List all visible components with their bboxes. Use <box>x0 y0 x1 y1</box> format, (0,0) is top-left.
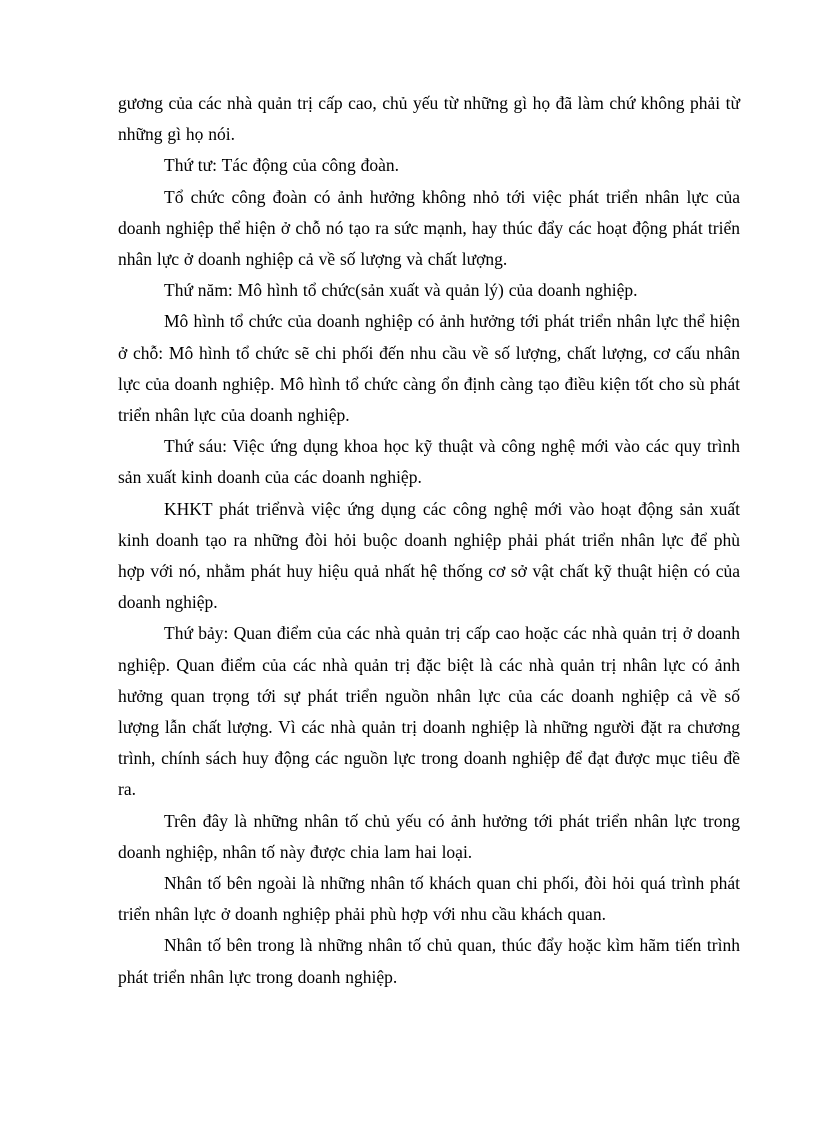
paragraph-union-impact: Tổ chức công đoàn có ảnh hưởng không nhỏ tới việc phát triển nhân lực của doanh nghiệp thể hiện ở chỗ nó tạo ra sức mạnh, hay thúc đẩy các hoạt động phát triển nhân lực ở doanh nghiệp cả về số lượng và chất lượng. <box>118 186 740 270</box>
paragraph-organization-model: Mô hình tổ chức của doanh nghiệp có ảnh hưởng tới phát triển nhân lực thể hiện ở chỗ: Mô hình tổ chức sẽ chi phối đến nhu cầu về số lượng, chất lượng, cơ cấu nhân lực của doanh nghiệp. Mô hình tổ chức càng ổn định càng tạo điều kiện tốt cho sù phát triển nhân lực của doanh nghiệp. <box>118 311 740 426</box>
paragraph-technology: KHKT phát triểnvà việc ứng dụng các công nghệ mới vào hoạt động sản xuất kinh doanh tạo ra những đòi hỏi buộc doanh nghiệp phải phát triển nhân lực để phù hợp với nó, nhằm phát huy hiệu quả nhất hệ thống cơ sở vật chất kỹ thuật hiện có của doanh nghiệp. <box>118 498 740 613</box>
paragraph-external-factors: Nhân tố bên ngoài là những nhân tố khách quan chi phối, đòi hỏi quá trình phát triển nhân lực ở doanh nghiệp phải phù hợp với nhu cầu khách quan. <box>118 873 740 925</box>
paragraph-heading-fourth: Thứ tư: Tác động của công đoàn. <box>164 155 399 176</box>
paragraph-continuation: gương của các nhà quản trị cấp cao, chủ yếu từ những gì họ đã làm chứ không phải từ những gì họ nói. <box>118 93 740 145</box>
paragraph-heading-fifth: Thứ năm: Mô hình tổ chức(sản xuất và quản lý) của doanh nghiệp. <box>164 280 638 301</box>
paragraph-summary: Trên đây là những nhân tố chủ yếu có ảnh hưởng tới phát triển nhân lực trong doanh nghiệp, nhân tố này được chia lam hai loại. <box>118 810 740 862</box>
paragraph-heading-seventh: Thứ bảy: Quan điểm của các nhà quản trị cấp cao hoặc các nhà quản trị ở doanh nghiệp. Quan điểm của các nhà quản trị đặc biệt là các nhà quản trị nhân lực có ảnh hưởng quan trọng tới sự phát triển nguồn nhân lực của các doanh nghiệp cả về số lượng lẫn chất lượng. Vì các nhà quản trị doanh nghiệp là những người đặt ra chương trình, chính sách huy động các nguồn lực trong doanh nghiệp để đạt được mục tiêu đề ra. <box>118 623 740 800</box>
paragraph-internal-factors: Nhân tố bên trong là những nhân tố chủ quan, thúc đẩy hoặc kìm hãm tiến trình phát triển nhân lực trong doanh nghiệp. <box>118 935 740 987</box>
body-text <box>118 88 740 993</box>
paragraph-heading-sixth: Thứ sáu: Việc ứng dụng khoa học kỹ thuật và công nghệ mới vào các quy trình sản xuất kinh doanh của các doanh nghiệp. <box>118 436 740 488</box>
